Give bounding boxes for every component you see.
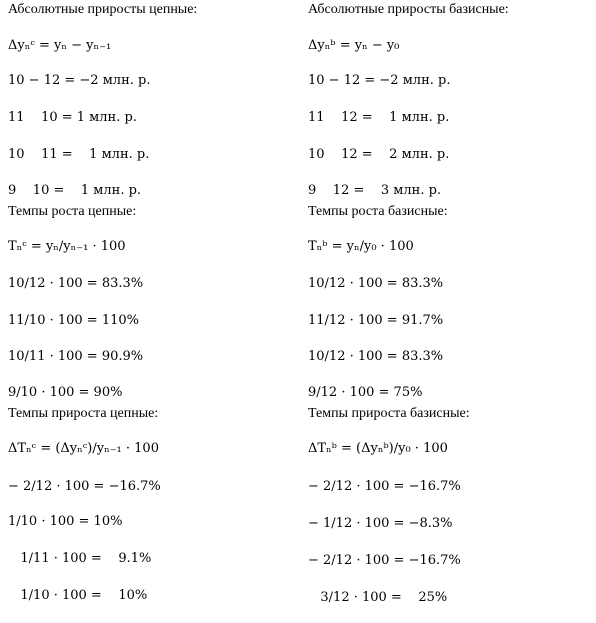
calc-line: 9/12 · 100 = 75% bbox=[308, 385, 423, 400]
calc-line: − 1/12 · 100 = −8.3% bbox=[308, 516, 453, 531]
section-heading: Темпы роста цепные: bbox=[8, 204, 137, 219]
calc-line: 9/10 · 100 = 90% bbox=[8, 385, 123, 400]
formula: Δyₙᵇ = yₙ − y₀ bbox=[308, 38, 400, 53]
calc-line: 9 10 = 1 млн. р. bbox=[8, 183, 142, 198]
calc-line: 1/10 · 100 = 10% bbox=[8, 588, 148, 603]
calc-line: 11/10 · 100 = 110% bbox=[8, 313, 139, 328]
section-heading: Темпы прироста базисные: bbox=[308, 406, 470, 421]
calc-line: 10 − 12 = −2 млн. р. bbox=[8, 73, 151, 88]
calc-line: 11 12 = 1 млн. р. bbox=[308, 110, 450, 125]
calc-line: 11/12 · 100 = 91.7% bbox=[308, 313, 444, 328]
section-heading: Абсолютные приросты базисные: bbox=[308, 2, 509, 17]
calc-line: 10/12 · 100 = 83.3% bbox=[308, 276, 444, 291]
section-heading: Абсолютные приросты цепные: bbox=[8, 2, 198, 17]
formula: ΔTₙᵇ = (Δyₙᵇ)/y₀ · 100 bbox=[308, 441, 448, 456]
section-heading: Темпы роста базисные: bbox=[308, 204, 448, 219]
calc-line: 9 12 = 3 млн. р. bbox=[308, 183, 442, 198]
calc-line: 10/11 · 100 = 90.9% bbox=[8, 349, 144, 364]
calc-line: 10 − 12 = −2 млн. р. bbox=[308, 73, 451, 88]
calc-line: 10 11 = 1 млн. р. bbox=[8, 147, 150, 162]
calc-line: 3/12 · 100 = 25% bbox=[308, 590, 448, 605]
calc-line: − 2/12 · 100 = −16.7% bbox=[308, 553, 461, 568]
formula: Tₙᵇ = yₙ/y₀ · 100 bbox=[308, 239, 414, 254]
formula: ΔTₙᶜ = (Δyₙᶜ)/yₙ₋₁ · 100 bbox=[8, 441, 159, 456]
formula: Δyₙᶜ = yₙ − yₙ₋₁ bbox=[8, 38, 112, 53]
calc-line: 10 12 = 2 млн. р. bbox=[308, 147, 450, 162]
calc-line: − 2/12 · 100 = −16.7% bbox=[308, 479, 461, 494]
calc-line: 1/11 · 100 = 9.1% bbox=[8, 551, 152, 566]
calc-line: 11 10 = 1 млн. р. bbox=[8, 110, 137, 125]
calc-line: 10/12 · 100 = 83.3% bbox=[308, 349, 444, 364]
calc-line: 10/12 · 100 = 83.3% bbox=[8, 276, 144, 291]
calc-line: − 2/12 · 100 = −16.7% bbox=[8, 479, 161, 494]
section-heading: Темпы прироста цепные: bbox=[8, 406, 159, 421]
calc-line: 1/10 · 100 = 10% bbox=[8, 514, 123, 529]
formula: Tₙᶜ = yₙ/yₙ₋₁ · 100 bbox=[8, 239, 126, 254]
